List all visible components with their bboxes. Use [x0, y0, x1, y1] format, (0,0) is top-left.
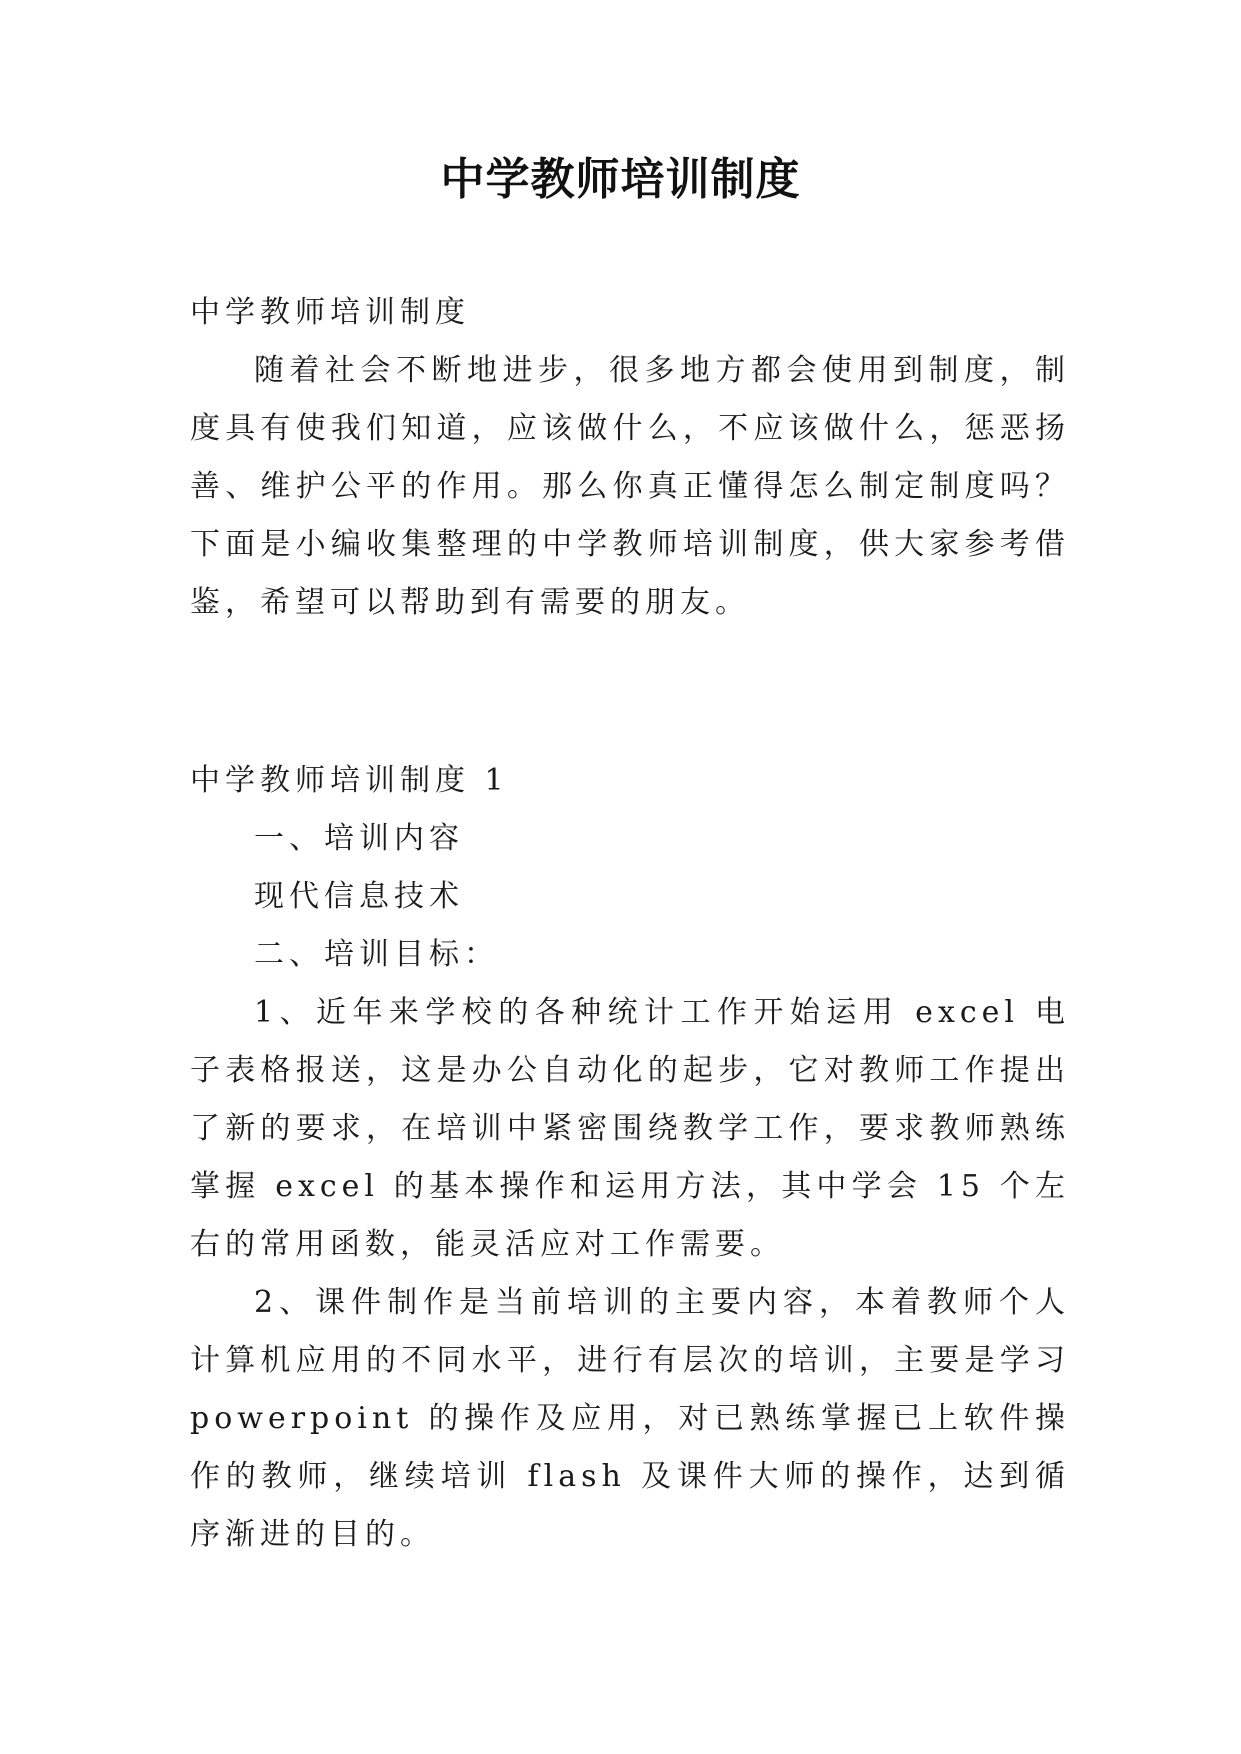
section-1 [190, 752, 1070, 1564]
point-1-paragraph: 1、近年来学校的各种统计工作开始运用 excel 电子表格报送，这是办公自动化的起步，它对教师工作提出了新的要求，在培训中紧密围绕教学工作，要求教师熟练掌握 excel 的基本操作和运用方法，其中学会 15 个左右的常用函数，能灵活应对工作需要。 [190, 995, 1070, 1262]
intro-section [190, 284, 1070, 632]
item-1-heading: 一、培训内容 [254, 821, 464, 856]
document-title: 中学教师培训制度 [440, 154, 801, 205]
section-1-heading: 中学教师培训制度 1 [190, 763, 509, 798]
point-2-paragraph: 2、课件制作是当前培训的主要内容，本着教师个人计算机应用的不同水平，进行有层次的培训，主要是学习 powerpoint 的操作及应用，对已熟练掌握已上软件操作的教师，继续培训 flash 及课件大师的操作，达到循序渐进的目的。 [190, 1285, 1070, 1552]
intro-subtitle: 中学教师培训制度 [190, 295, 470, 330]
intro-paragraph: 随着社会不断地进步，很多地方都会使用到制度，制度具有使我们知道，应该做什么，不应该做什么，惩恶扬善、维护公平的作用。那么你真正懂得怎么制定制度吗？下面是小编收集整理的中学教师培训制度，供大家参考借鉴，希望可以帮助到有需要的朋友。 [190, 353, 1070, 620]
item-1-text: 现代信息技术 [254, 879, 464, 914]
item-2-heading: 二、培训目标： [254, 937, 499, 972]
